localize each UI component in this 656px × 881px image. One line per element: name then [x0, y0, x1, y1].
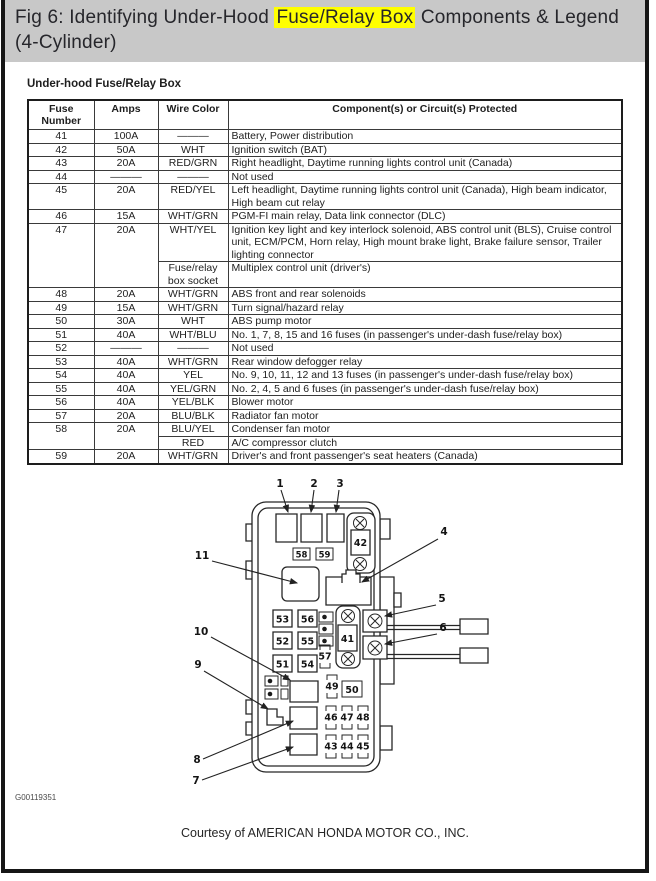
- svg-text:9: 9: [194, 658, 202, 671]
- wire-color-cell: WHT/BLU: [158, 328, 228, 342]
- col-header-amps: Amps: [94, 100, 158, 130]
- table-row: [28, 409, 622, 423]
- svg-text:59: 59: [318, 550, 331, 560]
- amps-cell: 100A: [94, 130, 158, 144]
- table-row: [28, 210, 622, 224]
- amps-cell: 20A: [94, 157, 158, 171]
- fuse-number-cell: 57: [28, 409, 94, 423]
- amps-cell: 20A: [94, 409, 158, 423]
- fuse-table-body: [28, 130, 622, 464]
- amps-cell: 30A: [94, 315, 158, 329]
- title-suffix: Components & Legend (4-Cylinder): [15, 7, 620, 53]
- fuse-number-cell: 43: [28, 157, 94, 171]
- component-cell: Blower motor: [228, 396, 622, 410]
- svg-text:53: 53: [275, 614, 290, 625]
- relay-7: [290, 734, 317, 755]
- relay-10: [290, 681, 318, 702]
- terminal-6: [363, 636, 488, 663]
- svg-text:48: 48: [356, 712, 370, 723]
- wire-color-cell: WHT/YEL: [158, 223, 228, 262]
- svg-text:2: 2: [310, 477, 318, 490]
- relay-2: [301, 514, 322, 542]
- svg-text:11: 11: [194, 549, 210, 562]
- amps-cell: 40A: [94, 328, 158, 342]
- page: [1, 0, 649, 873]
- svg-text:4: 4: [440, 525, 448, 538]
- component-cell: No. 1, 7, 8, 15 and 16 fuses (in passenger's under-dash fuse/relay box): [228, 328, 622, 342]
- component-cell: No. 2, 4, 5 and 6 fuses (in passenger's under-dash fuse/relay box): [228, 382, 622, 396]
- wire-color-cell: RED: [158, 436, 228, 450]
- table-row: [28, 342, 622, 356]
- wire-color-cell: WHT/GRN: [158, 301, 228, 315]
- component-cell: Left headlight, Daytime running lights control unit (Canada), High beam indicator, High beam cut relay: [228, 184, 622, 210]
- svg-text:46: 46: [324, 712, 338, 723]
- wire-color-cell: YEL/GRN: [158, 382, 228, 396]
- col-header-component: Component(s) or Circuit(s) Protected: [228, 100, 622, 130]
- component-cell: ABS pump motor: [228, 315, 622, 329]
- table-row: [28, 396, 622, 410]
- fuse-number-cell: 41: [28, 130, 94, 144]
- svg-text:3: 3: [336, 477, 344, 490]
- svg-text:5: 5: [438, 592, 446, 605]
- amps-cell: 20A: [94, 288, 158, 302]
- svg-text:43: 43: [324, 741, 338, 752]
- component-cell: A/C compressor clutch: [228, 436, 622, 450]
- svg-text:56: 56: [300, 614, 315, 625]
- amps-cell: ———: [94, 170, 158, 184]
- amps-cell: 40A: [94, 369, 158, 383]
- svg-text:10: 10: [193, 625, 209, 638]
- fuse-54: [298, 655, 317, 672]
- component-cell: Driver's and front passenger's seat heaters (Canada): [228, 450, 622, 464]
- fuse-number-cell: 44: [28, 170, 94, 184]
- svg-text:51: 51: [275, 659, 290, 670]
- amps-cell: 20A: [94, 184, 158, 210]
- amps-cell: 20A: [94, 223, 158, 288]
- fuse-53: [273, 610, 292, 627]
- fuse-number-cell: 59: [28, 450, 94, 464]
- table-row: [28, 130, 622, 144]
- wire-color-cell: WHT: [158, 143, 228, 157]
- component-cell: Ignition key light and key interlock solenoid, ABS control unit (BLS), Cruise control unit, ECM/PCM, Horn relay, High mount brake light, Brake failure sensor, Trailer lighting connector: [228, 223, 622, 262]
- wire-color-cell: Fuse/relay box socket: [158, 262, 228, 288]
- svg-text:49: 49: [325, 681, 339, 692]
- wire-color-cell: YEL: [158, 369, 228, 383]
- wire-color-cell: WHT/GRN: [158, 210, 228, 224]
- table-row: [28, 301, 622, 315]
- fuse-41: [336, 606, 360, 668]
- svg-text:57: 57: [318, 651, 332, 662]
- col-header-fuse-number: Fuse Number: [28, 100, 94, 130]
- fuse-number-cell: 58: [28, 423, 94, 450]
- wire-color-cell: WHT/GRN: [158, 288, 228, 302]
- table-row: [28, 355, 622, 369]
- table-row: [28, 143, 622, 157]
- component-cell: ABS front and rear solenoids: [228, 288, 622, 302]
- table-row: [28, 369, 622, 383]
- amps-cell: 15A: [94, 210, 158, 224]
- relay-3: [327, 514, 344, 542]
- component-cell: Not used: [228, 170, 622, 184]
- amps-cell: 40A: [94, 382, 158, 396]
- fuse-56: [298, 610, 317, 627]
- wire-color-cell: WHT: [158, 315, 228, 329]
- fuse-number-cell: 54: [28, 369, 94, 383]
- figure-title-band: [5, 0, 645, 62]
- wire-color-cell: YEL/BLK: [158, 396, 228, 410]
- amps-cell: 20A: [94, 450, 158, 464]
- svg-text:41: 41: [340, 633, 355, 645]
- amps-cell: 40A: [94, 355, 158, 369]
- fuse-number-cell: 52: [28, 342, 94, 356]
- table-row: [28, 315, 622, 329]
- amps-cell: 15A: [94, 301, 158, 315]
- fuse-box-figure: [5, 469, 645, 791]
- fuse-box-diagram: [5, 469, 645, 791]
- relay-8: [290, 707, 317, 729]
- wire-color-cell: WHT/GRN: [158, 355, 228, 369]
- table-row: [28, 382, 622, 396]
- svg-text:6: 6: [439, 621, 447, 634]
- fuse-number-cell: 46: [28, 210, 94, 224]
- fuse-table: [27, 99, 623, 465]
- terminal-5: [363, 610, 488, 634]
- amps-cell: 40A: [94, 396, 158, 410]
- fuse-number-cell: 53: [28, 355, 94, 369]
- courtesy-line: Courtesy of AMERICAN HONDA MOTOR CO., INC.: [180, 825, 469, 840]
- component-cell: Rear window defogger relay: [228, 355, 622, 369]
- table-row: [28, 423, 622, 437]
- fuse-55: [298, 632, 317, 649]
- fuse-51: [273, 655, 292, 672]
- component-cell: PGM-FI main relay, Data link connector (DLC): [228, 210, 622, 224]
- wire-color-cell: BLU/BLK: [158, 409, 228, 423]
- fuse-42: [347, 513, 375, 573]
- svg-text:54: 54: [300, 659, 315, 670]
- fuse-number-cell: 47: [28, 223, 94, 288]
- amps-cell: ———: [94, 342, 158, 356]
- component-cell: Radiator fan motor: [228, 409, 622, 423]
- svg-text:47: 47: [340, 712, 354, 723]
- svg-text:44: 44: [340, 741, 354, 752]
- wire-color-cell: WHT/GRN: [158, 450, 228, 464]
- title-highlight: Fuse/Relay Box: [276, 7, 414, 28]
- col-header-wire-color: Wire Color: [158, 100, 228, 130]
- fuse-52: [273, 632, 292, 649]
- component-cell: Multiplex control unit (driver's): [228, 262, 622, 288]
- figure-code: G00119351: [15, 792, 57, 802]
- table-row: [28, 328, 622, 342]
- wire-color-cell: BLU/YEL: [158, 423, 228, 437]
- fuse-number-cell: 51: [28, 328, 94, 342]
- component-cell: Condenser fan motor: [228, 423, 622, 437]
- svg-text:50: 50: [345, 684, 359, 696]
- relay-1: [276, 514, 297, 542]
- fuse-number-cell: 56: [28, 396, 94, 410]
- table-row: [28, 184, 622, 210]
- fuse-number-cell: 50: [28, 315, 94, 329]
- amps-cell: 20A: [94, 423, 158, 450]
- wire-color-cell: RED/YEL: [158, 184, 228, 210]
- wire-color-cell: RED/GRN: [158, 157, 228, 171]
- wire-color-cell: ———: [158, 130, 228, 144]
- wire-color-cell: ———: [158, 342, 228, 356]
- svg-text:42: 42: [353, 537, 368, 549]
- svg-text:7: 7: [192, 774, 200, 787]
- component-cell: Right headlight, Daytime running lights control unit (Canada): [228, 157, 622, 171]
- fuse-number-cell: 48: [28, 288, 94, 302]
- svg-text:55: 55: [300, 636, 315, 647]
- svg-text:45: 45: [356, 741, 370, 752]
- amps-cell: 50A: [94, 143, 158, 157]
- table-row: [28, 157, 622, 171]
- fuse-number-cell: 55: [28, 382, 94, 396]
- svg-text:58: 58: [295, 550, 308, 560]
- fuse-number-cell: 45: [28, 184, 94, 210]
- svg-text:1: 1: [276, 477, 284, 490]
- relay-11: [282, 567, 319, 601]
- table-row: [28, 450, 622, 464]
- figure-title: [15, 7, 619, 53]
- table-header-row: [28, 100, 622, 130]
- component-cell: Ignition switch (BAT): [228, 143, 622, 157]
- wire-color-cell: ———: [158, 170, 228, 184]
- table-row: [28, 170, 622, 184]
- component-cell: Battery, Power distribution: [228, 130, 622, 144]
- component-cell: No. 9, 10, 11, 12 and 13 fuses (in passenger's under-dash fuse/relay box): [228, 369, 622, 383]
- component-cell: Turn signal/hazard relay: [228, 301, 622, 315]
- fuse-number-cell: 42: [28, 143, 94, 157]
- title-prefix: Fig 6: Identifying Under-Hood: [15, 7, 275, 28]
- table-caption: Under-hood Fuse/Relay Box: [27, 78, 181, 90]
- fuse-number-cell: 49: [28, 301, 94, 315]
- svg-text:8: 8: [193, 753, 201, 766]
- table-row: [28, 223, 622, 262]
- svg-text:52: 52: [275, 636, 290, 647]
- component-cell: Not used: [228, 342, 622, 356]
- table-row: [28, 288, 622, 302]
